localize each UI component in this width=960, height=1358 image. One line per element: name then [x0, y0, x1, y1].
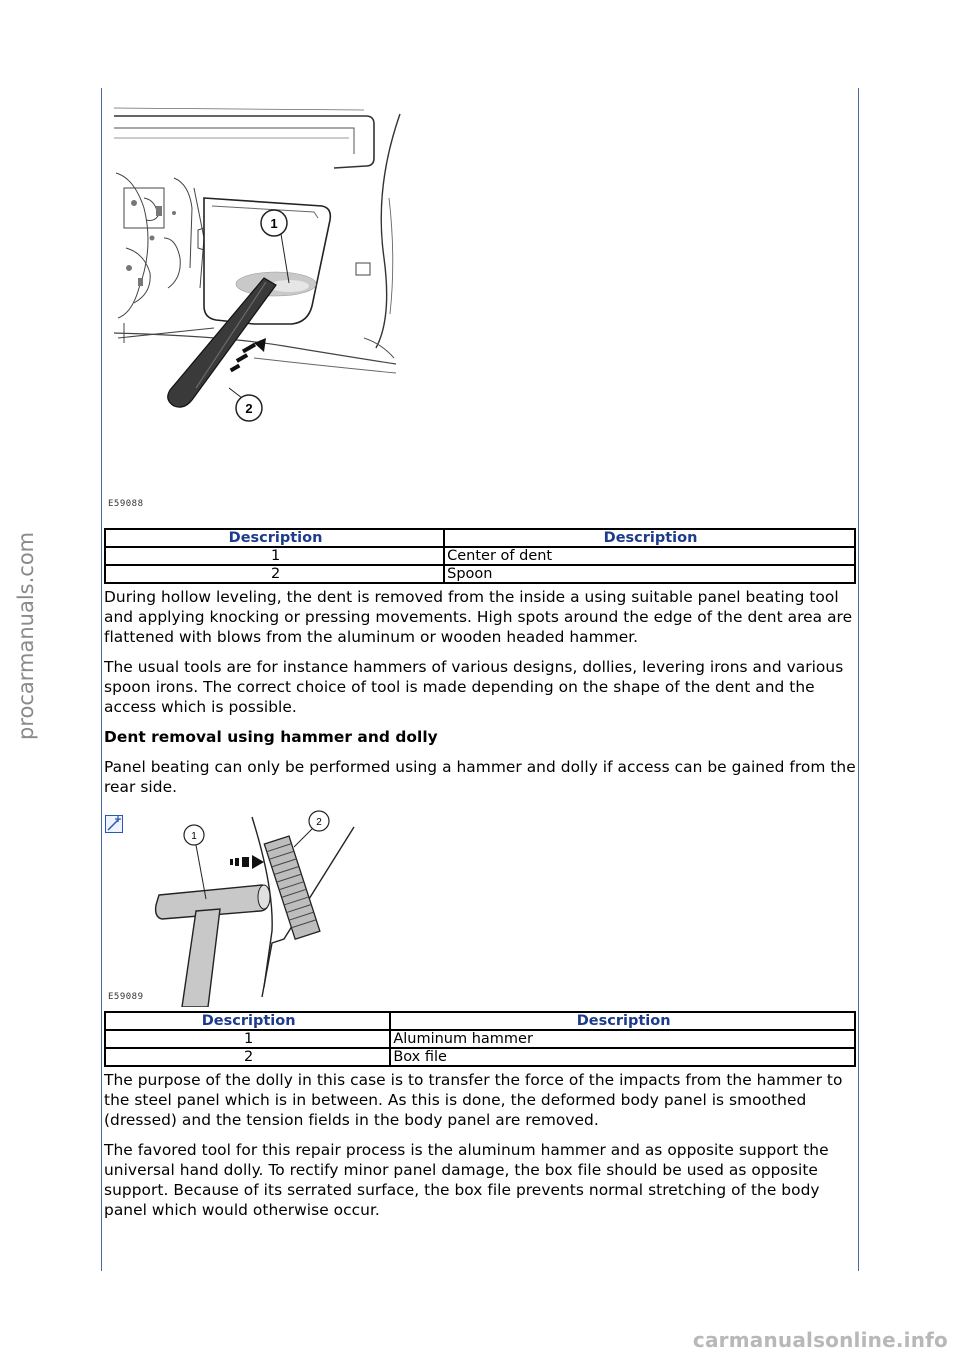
paragraph-dolly-purpose: The purpose of the dolly in this case is to transfer the force of the impacts from the hammer to the steel panel which is in between. As this is done, the deformed body panel is smoothed (dressed) and the tension fields in the body panel are removed.	[104, 1071, 843, 1129]
left-border-line	[101, 88, 102, 1271]
table-header: Description	[105, 1012, 390, 1030]
table-cell-number: 2	[105, 1048, 390, 1066]
callout-2: 2	[316, 817, 322, 828]
bottom-watermark: carmanualsonline.info	[692, 1328, 948, 1352]
paragraph-favored-tool: The favored tool for this repair process is the aluminum hammer and as opposite support the universal hand dolly. To rectify minor panel damage, the box file should be used as opposite support. Because of its serrated surface, the box file prevents normal stretching of the body panel which would otherwise occur.	[104, 1141, 829, 1219]
illustration-hammer-dolly	[104, 807, 856, 1007]
figure-code: E59089	[108, 992, 144, 1002]
paragraph-usual-tools: The usual tools are for instance hammers of various designs, dollies, levering irons and various spoon irons. The correct choice of tool is made depending on the shape of the dent and the access which is possible.	[104, 658, 844, 716]
table-row	[105, 1048, 855, 1066]
table-header: Description	[105, 529, 444, 547]
legend-table-figure2	[104, 1011, 856, 1067]
section-heading: Dent removal using hammer and dolly	[104, 728, 438, 746]
table-cell-number: 2	[105, 565, 444, 583]
table-cell-description: Spoon	[444, 565, 855, 583]
table-cell-description: Center of dent	[444, 547, 855, 565]
document-content	[104, 88, 856, 1230]
callout-1: 1	[270, 216, 278, 231]
table-cell-description: Box file	[390, 1048, 855, 1066]
figure-dent-spoon	[104, 88, 856, 528]
illustration-spoon-dent	[104, 88, 856, 528]
paragraph-panel-beating: Panel beating can only be performed using a hammer and dolly if access can be gained from the rear side.	[104, 758, 856, 796]
figure-code: E59088	[108, 499, 144, 509]
table-header: Description	[444, 529, 855, 547]
table-cell-number: 1	[105, 547, 444, 565]
legend-table-figure1	[104, 528, 856, 584]
right-border-line	[858, 88, 859, 1271]
callout-2: 2	[245, 401, 253, 416]
table-cell-description: Aluminum hammer	[390, 1030, 855, 1048]
figure-hammer-dolly	[104, 807, 856, 1007]
table-cell-number: 1	[105, 1030, 390, 1048]
paragraph-hollow-leveling: During hollow leveling, the dent is removed from the inside a using suitable panel beating tool and applying knocking or pressing movements. High spots around the edge of the dent area are flattened with blows from the aluminum or wooden headed hammer.	[104, 588, 853, 646]
table-header: Description	[390, 1012, 855, 1030]
table-row	[105, 565, 855, 583]
side-watermark: procarmanuals.com	[14, 531, 38, 740]
callout-1: 1	[191, 831, 197, 842]
table-row	[105, 1030, 855, 1048]
table-row	[105, 547, 855, 565]
